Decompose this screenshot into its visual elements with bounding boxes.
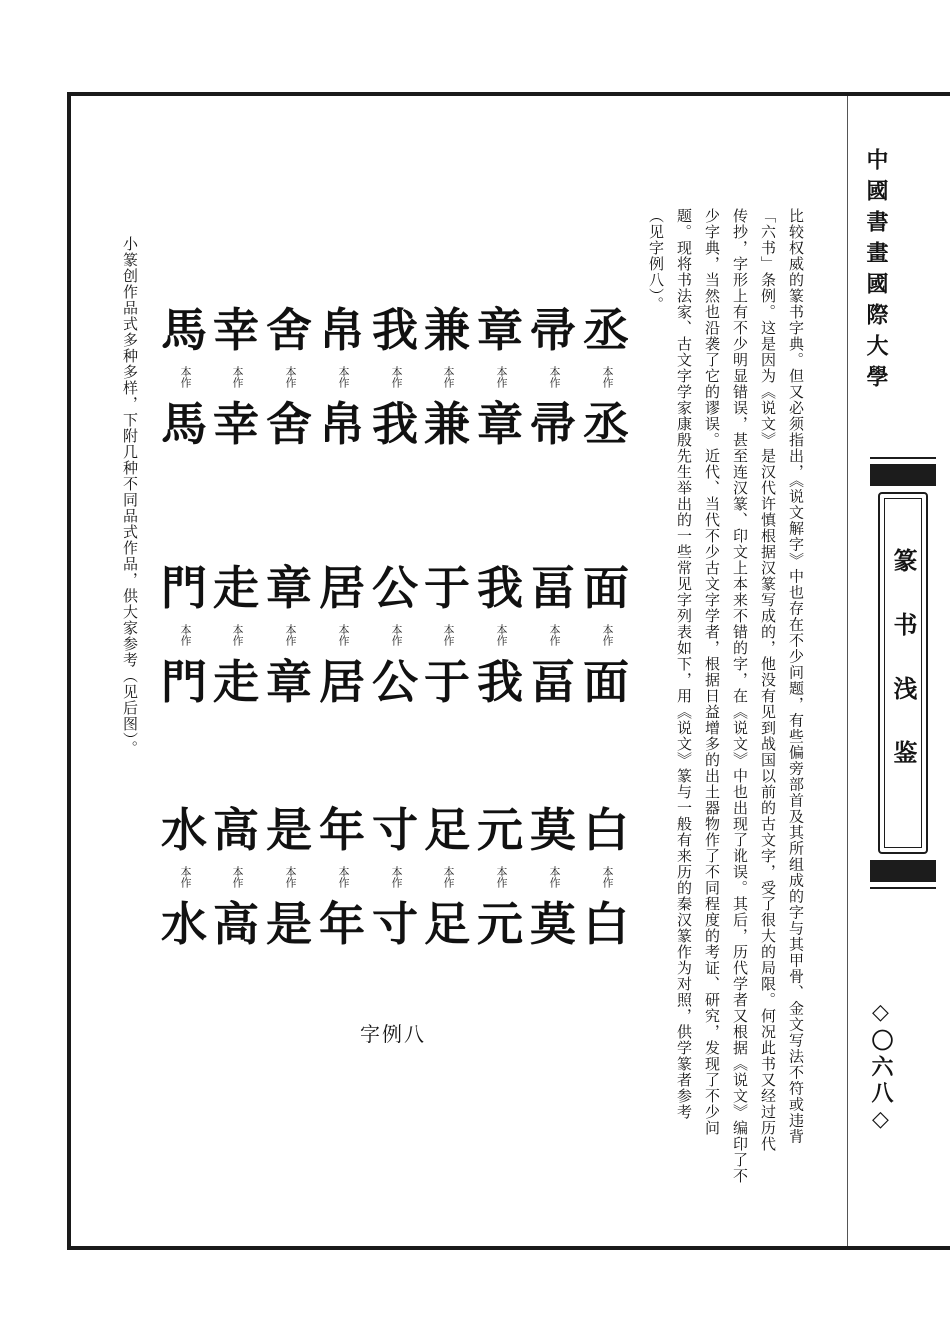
series-title: 中國書畫國際大學 (863, 148, 888, 396)
shuowen-glyph: 章 (266, 561, 312, 615)
shuowen-glyph: 幸 (213, 303, 259, 357)
page-number: ◇〇六八◇ (868, 1000, 893, 1136)
glyph-pair (158, 300, 210, 454)
note-label: 本作 (337, 624, 350, 646)
glyph-pair (421, 300, 473, 454)
note-label: 本作 (442, 624, 455, 646)
glyph-pair (369, 558, 421, 712)
shuowen-glyph: 白 (583, 803, 629, 857)
original-glyph: 帚 (530, 397, 576, 451)
original-glyph: 白 (583, 897, 629, 951)
original-glyph: 我 (477, 655, 523, 709)
shuowen-glyph: 章 (477, 303, 523, 357)
note-label: 本作 (495, 366, 508, 388)
glyph-pair (527, 558, 579, 712)
original-glyph: 居 (319, 655, 365, 709)
shuowen-glyph: 足 (424, 803, 470, 857)
divider-line (870, 887, 936, 889)
note-label: 本作 (231, 366, 244, 388)
shuowen-glyph: 門 (161, 561, 207, 615)
note-label: 本作 (390, 866, 403, 888)
original-glyph: 馬 (161, 397, 207, 451)
shuowen-glyph: 水 (161, 803, 207, 857)
note-label: 本作 (337, 366, 350, 388)
original-glyph: 元 (477, 897, 523, 951)
body-text-column: （见字例八）。 (647, 208, 665, 313)
glyph-pair (316, 558, 368, 712)
chapter-bar-bottom (870, 860, 936, 882)
note-label: 本作 (179, 366, 192, 388)
note-label: 本作 (442, 866, 455, 888)
original-glyph: 公 (372, 655, 418, 709)
divider-line (870, 457, 936, 459)
shuowen-glyph: 年 (319, 803, 365, 857)
side-rule (847, 96, 848, 1246)
shuowen-glyph: 元 (477, 803, 523, 857)
original-glyph: 我 (372, 397, 418, 451)
chapter-title: 篆书浅鉴 (889, 548, 917, 804)
chapter-bar-top (870, 464, 936, 486)
shuowen-glyph: 我 (477, 561, 523, 615)
original-glyph: 高 (213, 897, 259, 951)
shuowen-glyph: 走 (213, 561, 259, 615)
body-text-column: 比较权威的篆书字典。但又必须指出，《说文解字》中也存在不少问题，有些偏旁部首及其所组成的字与其甲骨、金文写法不符或违背 (787, 208, 805, 1145)
note-label: 本作 (601, 624, 614, 646)
glyph-pair (527, 800, 579, 954)
original-glyph: 面 (583, 655, 629, 709)
figure-caption: 字例八 (360, 1022, 426, 1046)
glyph-pair (421, 800, 473, 954)
shuowen-glyph: 兼 (424, 303, 470, 357)
shuowen-glyph: 于 (424, 561, 470, 615)
note-label: 本作 (442, 366, 455, 388)
glyph-pair (158, 800, 210, 954)
note-label: 本作 (390, 366, 403, 388)
original-glyph: 門 (161, 655, 207, 709)
glyph-pair (369, 300, 421, 454)
glyph-pair (369, 800, 421, 954)
glyph-pair (474, 558, 526, 712)
shuowen-glyph: 寸 (372, 803, 418, 857)
shuowen-glyph: 丞 (583, 303, 629, 357)
glyph-pair (263, 800, 315, 954)
shuowen-glyph: 莫 (530, 803, 576, 857)
glyph-pair (210, 800, 262, 954)
glyph-pair (527, 300, 579, 454)
shuowen-glyph: 舍 (266, 303, 312, 357)
note-label: 本作 (179, 624, 192, 646)
note-label: 本作 (601, 866, 614, 888)
original-glyph: 舍 (266, 397, 312, 451)
body-text-column: 传抄，字形上有不少明显错误，甚至连汉篆、印文上本来不错的字，在《说文》中也出现了讹误。其后，历代学者又根据《说文》编印了不 (731, 208, 749, 1184)
note-label: 本作 (495, 624, 508, 646)
original-glyph: 寸 (372, 897, 418, 951)
note-label: 本作 (390, 624, 403, 646)
glyph-pair (474, 300, 526, 454)
body-text-column: 少字典，当然也沿袭了它的谬误。近代、当代不少古文字学者，根据日益增多的出土器物作了不同程度的考证、研究，发现了不少问 (703, 208, 721, 1136)
glyph-pair (263, 558, 315, 712)
original-glyph: 幸 (213, 397, 259, 451)
shuowen-glyph: 公 (372, 561, 418, 615)
shuowen-glyph: 面 (583, 561, 629, 615)
note-label: 本作 (231, 624, 244, 646)
glyph-pair (580, 800, 632, 954)
shuowen-glyph: 帛 (319, 303, 365, 357)
note-label: 本作 (231, 866, 244, 888)
note-label: 本作 (548, 866, 561, 888)
shuowen-glyph: 馬 (161, 303, 207, 357)
note-label: 本作 (179, 866, 192, 888)
shuowen-glyph: 居 (319, 561, 365, 615)
original-glyph: 莫 (530, 897, 576, 951)
original-glyph: 丞 (583, 397, 629, 451)
original-glyph: 是 (266, 897, 312, 951)
shuowen-glyph: 我 (372, 303, 418, 357)
note-label: 本作 (601, 366, 614, 388)
glyph-pair (158, 558, 210, 712)
note-label: 本作 (284, 366, 297, 388)
shuowen-glyph: 畐 (530, 561, 576, 615)
glyph-pair (316, 300, 368, 454)
note-label: 本作 (548, 624, 561, 646)
note-label: 本作 (337, 866, 350, 888)
original-glyph: 畐 (530, 655, 576, 709)
original-glyph: 帛 (319, 397, 365, 451)
original-glyph: 章 (477, 397, 523, 451)
glyph-pair (316, 800, 368, 954)
original-glyph: 章 (266, 655, 312, 709)
glyph-pair (580, 558, 632, 712)
glyph-pair (210, 300, 262, 454)
glyph-pair (474, 800, 526, 954)
note-label: 本作 (495, 866, 508, 888)
glyph-pair (580, 300, 632, 454)
glyph-pair (421, 558, 473, 712)
shuowen-glyph: 是 (266, 803, 312, 857)
original-glyph: 年 (319, 897, 365, 951)
glyph-pair (210, 558, 262, 712)
caption-text: 小篆创作品式多种多样，下附几种不同品式作品，供大家参考（见后图）。 (121, 236, 139, 757)
original-glyph: 足 (424, 897, 470, 951)
original-glyph: 兼 (424, 397, 470, 451)
shuowen-glyph: 高 (213, 803, 259, 857)
shuowen-glyph: 帚 (530, 303, 576, 357)
original-glyph: 水 (161, 897, 207, 951)
body-text-column: 「六书」条例。这是因为《说文》是汉代许慎根据汉篆写成的，他没有见到战国以前的古文字，受了很大的局限。何况此书又经过历代 (759, 208, 777, 1152)
note-label: 本作 (284, 866, 297, 888)
glyph-pair (263, 300, 315, 454)
original-glyph: 走 (213, 655, 259, 709)
original-glyph: 于 (424, 655, 470, 709)
note-label: 本作 (548, 366, 561, 388)
note-label: 本作 (284, 624, 297, 646)
body-text-column: 题。现将书法家、古文字学家康殷先生举出的一些常见字列表如下，用《说文》篆与一般有来历的秦汉篆作为对照，供学篆者参考 (675, 208, 693, 1120)
